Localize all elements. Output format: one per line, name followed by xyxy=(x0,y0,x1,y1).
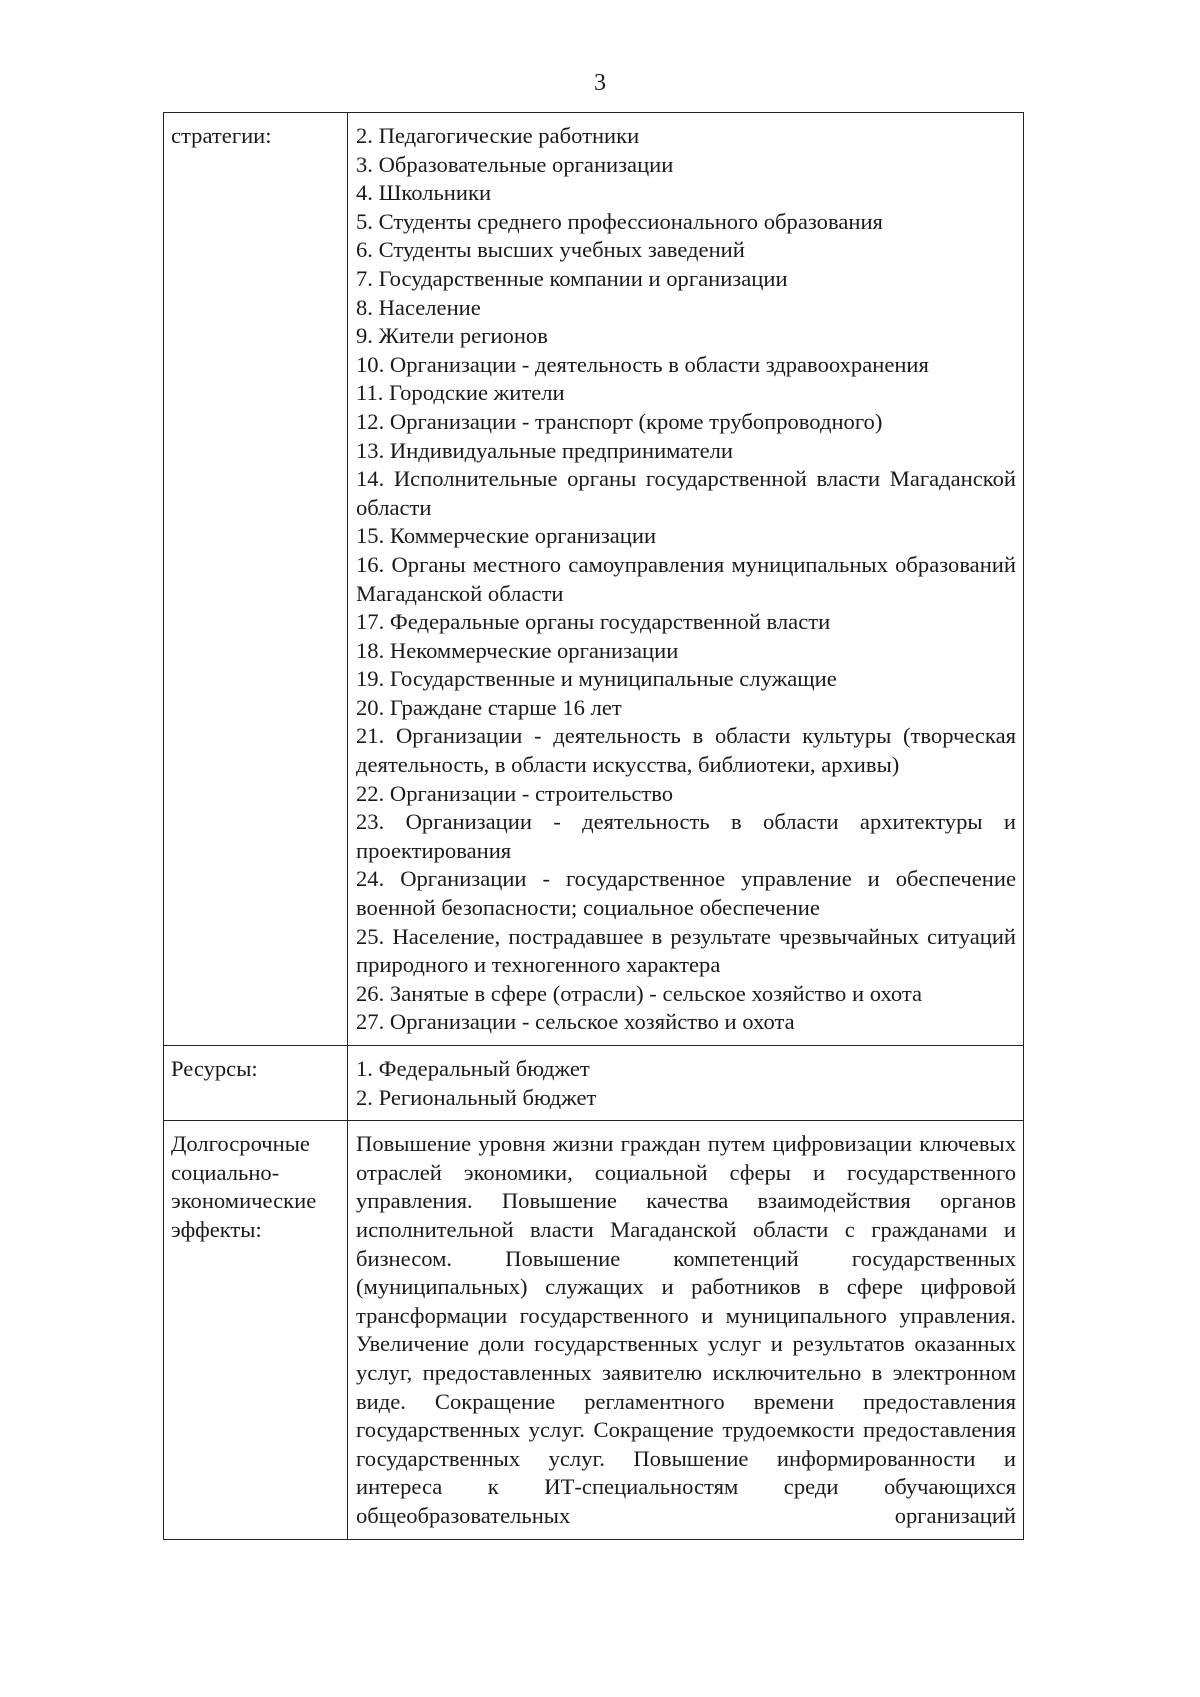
list-item: 10. Организации - деятельность в области здравоохранения xyxy=(356,351,929,377)
list-item: 26. Занятые в сфере (отрасли) - сельское хозяйство и охота xyxy=(356,980,923,1006)
list-item: 7. Государственные компании и организации xyxy=(356,265,788,291)
row-label-effects: Долгосрочные социально-экономические эффекты: xyxy=(164,1121,348,1539)
list-item: 27. Организации - сельское хозяйство и охота xyxy=(356,1009,795,1035)
list-item: 22. Организации - строительство xyxy=(356,780,674,806)
list-item: 3. Образовательные организации xyxy=(356,151,674,177)
list-item: 15. Коммерческие организации xyxy=(356,523,657,549)
list-item: 1. Федеральный бюджет xyxy=(356,1056,590,1081)
list-item: 6. Студенты высших учебных заведений xyxy=(356,237,745,263)
table-row-target-groups xyxy=(164,113,1024,1046)
list-item: 8. Население xyxy=(356,294,481,320)
list-item: 9. Жители регионов xyxy=(356,323,548,349)
list-item: 19. Государственные и муниципальные служащие xyxy=(356,666,837,692)
list-item: 21. Организации - деятельность в области культуры (творческая деятельность, в области искусства, библиотеки, архивы) xyxy=(356,723,1016,778)
list-item: 16. Органы местного самоуправления муниципальных образований Магаданской области xyxy=(356,551,1016,606)
list-item: 4. Школьники xyxy=(356,180,492,206)
list-item: 20. Граждане старше 16 лет xyxy=(356,694,622,720)
list-item: 17. Федеральные органы государственной власти xyxy=(356,609,831,635)
list-item: 25. Население, пострадавшее в результате чрезвычайных ситуаций природного и техногенного характера xyxy=(356,923,1016,978)
page-number: 3 xyxy=(594,70,606,96)
list-item: 23. Организации - деятельность в области архитектуры и проектирования xyxy=(356,809,1016,863)
list-item: 24. Организации - государственное управление и обеспечение военной безопасности; социальное обеспечение xyxy=(356,866,1016,921)
list-item: 14. Исполнительные органы государственной власти Магаданской области xyxy=(356,466,1016,520)
list-item: 5. Студенты среднего профессионального образования xyxy=(356,208,883,234)
row-label-strategy: стратегии: xyxy=(164,113,348,1046)
list-item: 12. Организации - транспорт (кроме трубопроводного) xyxy=(356,408,883,434)
list-item: 2. Региональный бюджет xyxy=(356,1084,597,1110)
resources-list xyxy=(348,1046,1024,1121)
list-item: 2. Педагогические работники xyxy=(356,123,640,148)
document-table xyxy=(163,112,1024,1540)
table-row-resources xyxy=(164,1046,1024,1121)
row-label-resources: Ресурсы: xyxy=(164,1046,348,1121)
effects-text: Повышение уровня жизни граждан путем цифровизации ключевых отраслей экономики, социальной сферы и государственного управления. Повышение качества взаимодействия органов исполнительной власти Магаданской области с гражданами и бизнесом. Повышение компетенций государственных (муниципальных) служащих и работников в сфере цифровой трансформации государственного и муниципального управления. Увеличение доли государственных услуг и результатов оказанных услуг, предоставленных заявителю исключительно в электронном виде. Сокращение регламентного времени предоставления государственных услуг. Сокращение трудоемкости предоставления государственных услуг. Повышение информированности и интереса к ИТ-специальностям среди обучающихся общеобразовательных организаций xyxy=(348,1121,1024,1539)
list-item: 13. Индивидуальные предприниматели xyxy=(356,437,734,463)
table-row-effects xyxy=(164,1121,1024,1539)
list-item: 18. Некоммерческие организации xyxy=(356,637,679,663)
list-item: 11. Городские жители xyxy=(356,380,565,406)
target-groups-list xyxy=(348,113,1024,1046)
